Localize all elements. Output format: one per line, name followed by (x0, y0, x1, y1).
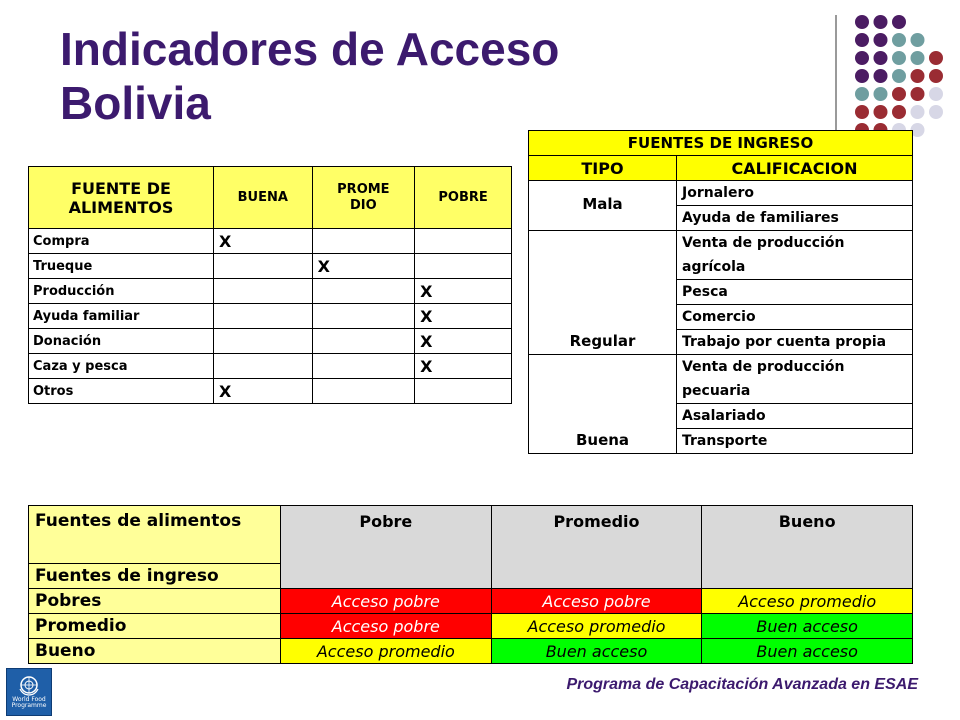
food-row-label: Caza y pesca (29, 354, 214, 379)
matrix-access-cell: Acceso promedio (702, 589, 913, 614)
decorative-dot (855, 105, 869, 119)
food-row-good (214, 354, 313, 379)
income-table-header-type: TIPO (529, 156, 677, 181)
decorative-dot (874, 15, 888, 29)
decorative-dot (892, 69, 906, 83)
matrix-row (29, 639, 913, 664)
income-table-header-row (529, 156, 913, 181)
decorative-dot (874, 51, 888, 65)
matrix-col-header-poor: Pobre (281, 506, 492, 589)
food-row-good: X (214, 379, 313, 404)
food-row-average (312, 304, 415, 329)
matrix-row-header-income: Fuentes de ingreso (29, 564, 281, 589)
matrix-row-label: Pobres (29, 589, 281, 614)
decorative-dot (874, 105, 888, 119)
food-table-header-average-line1: PROME (337, 181, 390, 197)
logo-text-line1: World Food (12, 696, 46, 703)
food-row-poor: X (415, 279, 512, 304)
food-table-row (29, 304, 512, 329)
food-row-label: Trueque (29, 254, 214, 279)
matrix-header-row (29, 506, 913, 564)
food-row-good (214, 279, 313, 304)
slide-title-line1: Indicadores de Acceso (60, 23, 560, 75)
matrix-access-cell: Acceso promedio (491, 614, 702, 639)
income-item: Pesca (677, 280, 913, 305)
matrix-access-cell: Acceso pobre (491, 589, 702, 614)
decorative-dot (855, 87, 869, 101)
decorative-dot (855, 15, 869, 29)
income-item: Venta de producción pecuaria (677, 355, 913, 404)
food-row-average (312, 329, 415, 354)
footer-program-name: Programa de Capacitación Avanzada en ESAE (566, 676, 918, 693)
food-table-row (29, 379, 512, 404)
decorative-dot (874, 33, 888, 47)
decorative-dot (892, 105, 906, 119)
income-item: Trabajo por cuenta propia (677, 330, 913, 355)
matrix-access-cell: Acceso promedio (281, 639, 492, 664)
income-table-title-row (529, 131, 913, 156)
income-table-title: FUENTES DE INGRESO (529, 131, 913, 156)
food-row-average: X (312, 254, 415, 279)
income-table-row (529, 231, 913, 280)
matrix-access-cell: Buen acceso (491, 639, 702, 664)
income-group-type: Buena (529, 355, 677, 454)
matrix-access-cell: Acceso pobre (281, 589, 492, 614)
food-row-good: X (214, 229, 313, 254)
matrix-row-header-food: Fuentes de alimentos (29, 506, 281, 564)
decorative-dot (929, 87, 943, 101)
decorative-dot (911, 69, 925, 83)
income-item: Jornalero (677, 181, 913, 206)
food-row-poor (415, 229, 512, 254)
slide-title (60, 22, 700, 130)
income-item: Transporte (677, 429, 913, 454)
decorative-dot (892, 15, 906, 29)
food-table-header-average-line2: DIO (350, 197, 377, 213)
income-group-type: Mala (529, 181, 677, 231)
food-row-label: Donación (29, 329, 214, 354)
decorative-dot (892, 51, 906, 65)
income-table-header-rating: CALIFICACION (677, 156, 913, 181)
food-row-average (312, 279, 415, 304)
food-row-good (214, 329, 313, 354)
matrix-row (29, 614, 913, 639)
food-row-poor: X (415, 304, 512, 329)
access-matrix-table (28, 505, 913, 664)
income-group-type: Regular (529, 231, 677, 355)
income-item: Venta de producción agrícola (677, 231, 913, 280)
income-item: Comercio (677, 305, 913, 330)
food-row-good (214, 304, 313, 329)
matrix-row-label: Promedio (29, 614, 281, 639)
food-table-row (29, 229, 512, 254)
decorative-dot (911, 51, 925, 65)
decorative-dot (855, 69, 869, 83)
income-item: Asalariado (677, 404, 913, 429)
matrix-access-cell: Acceso pobre (281, 614, 492, 639)
matrix-col-header-good: Bueno (702, 506, 913, 589)
matrix-col-header-average: Promedio (491, 506, 702, 589)
food-row-poor: X (415, 329, 512, 354)
food-row-average (312, 354, 415, 379)
food-row-label: Producción (29, 279, 214, 304)
food-row-label: Compra (29, 229, 214, 254)
decorative-dot (855, 33, 869, 47)
food-table-row (29, 354, 512, 379)
food-row-average (312, 229, 415, 254)
decorative-dot (892, 33, 906, 47)
food-row-good (214, 254, 313, 279)
food-row-average (312, 379, 415, 404)
food-row-label: Ayuda familiar (29, 304, 214, 329)
food-source-table (28, 166, 512, 404)
wfp-logo (6, 668, 52, 716)
income-item: Ayuda de familiares (677, 206, 913, 231)
food-row-poor: X (415, 354, 512, 379)
decorative-dot (929, 105, 943, 119)
decorative-dot (911, 87, 925, 101)
matrix-row (29, 589, 913, 614)
decorative-dot (911, 105, 925, 119)
matrix-row-label: Bueno (29, 639, 281, 664)
decorative-dot (929, 69, 943, 83)
food-table-header-average (312, 167, 415, 229)
decorative-dot (874, 87, 888, 101)
decorative-dot (911, 33, 925, 47)
logo-text-line2: Programme (11, 702, 47, 709)
decorative-dot (892, 87, 906, 101)
slide-title-line2: Bolivia (60, 77, 211, 129)
food-row-poor (415, 254, 512, 279)
income-table-row (529, 355, 913, 404)
food-row-label: Otros (29, 379, 214, 404)
income-table-row (529, 181, 913, 206)
food-table-header-poor: POBRE (415, 167, 512, 229)
decorative-dot (855, 51, 869, 65)
food-table-row (29, 279, 512, 304)
food-table-header-good: BUENA (214, 167, 313, 229)
matrix-access-cell: Buen acceso (702, 639, 913, 664)
matrix-access-cell: Buen acceso (702, 614, 913, 639)
food-table-header-row (29, 167, 512, 229)
un-emblem-icon (17, 673, 41, 697)
food-row-poor (415, 379, 512, 404)
income-source-table (528, 130, 913, 454)
decorative-dot (929, 51, 943, 65)
decorative-dot (874, 69, 888, 83)
food-table-row (29, 254, 512, 279)
food-table-header-source: FUENTE DE ALIMENTOS (29, 167, 214, 229)
food-table-row (29, 329, 512, 354)
